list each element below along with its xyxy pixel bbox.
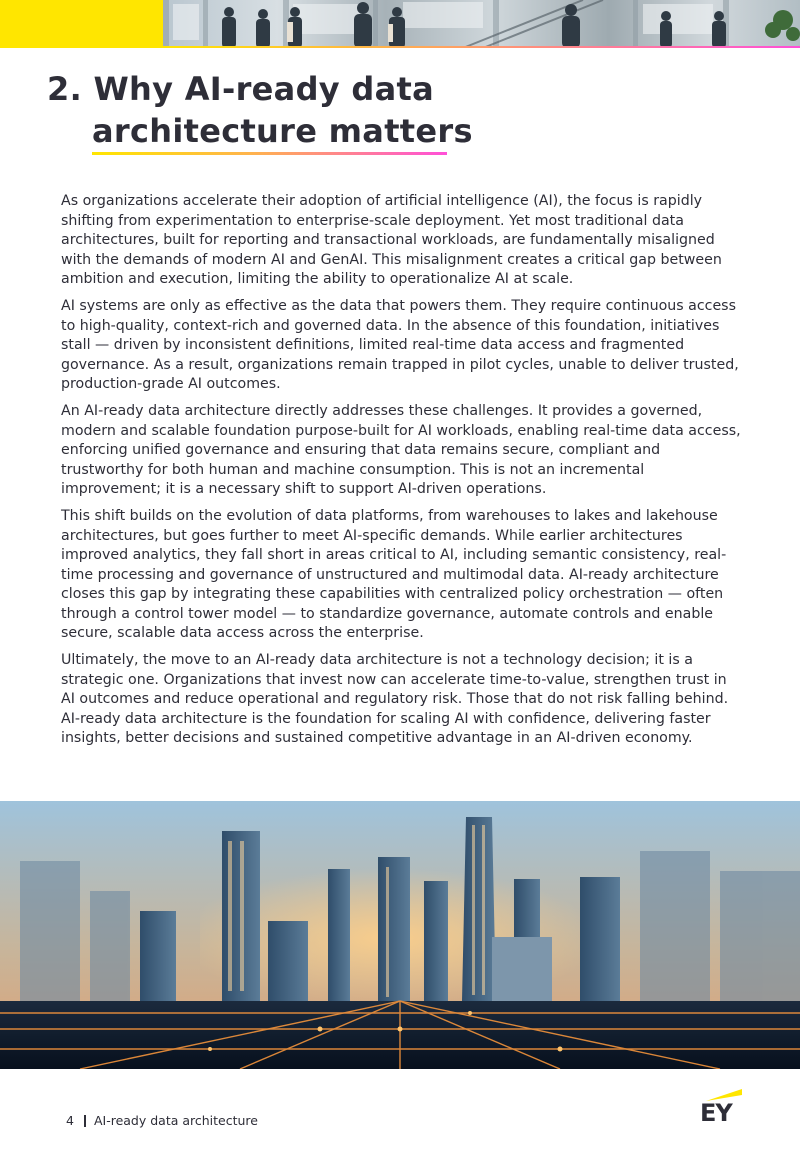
office-people-photo [163, 0, 800, 48]
footer-doc-title: AI-ready data architecture [93, 1113, 258, 1128]
paragraph: AI systems are only as effective as the data that powers them. They require continuous access to high-quality, context-rich and governed data. In the absence of this foundation, initiatives stall — driven by inconsistent definitions, limited real-time data access and fragmented governance. As a result, organizations remain trapped in pilot cycles, unable to deliver trusted, production-grade AI outcomes. [61, 297, 739, 393]
top-banner [0, 0, 800, 48]
paragraph: This shift builds on the evolution of data platforms, from warehouses to lakes and lakehouse architectures, but goes further to meet AI-specific demands. While earlier architectures improved analytics, they fall short in areas critical to AI, including semantic consistency, real-time processing and governance of unstructured and multimodal data. AI-ready architecture closes this gap by integrating these capabilities with centralized policy orchestration — often through a control tower model — to standardize governance, automate controls and enable secure, scalable data access across the enterprise. [61, 507, 727, 642]
ey-logo-text: EY [700, 1099, 732, 1127]
heading-gradient-underline [92, 152, 447, 155]
heading-line-2: architecture matters [92, 112, 473, 150]
section-heading [47, 68, 473, 152]
body-text [61, 192, 743, 756]
city-skyline-illustration [0, 801, 800, 1069]
paragraph: Ultimately, the move to an AI-ready data architecture is not a technology decision; it is a strategic one. Organizations that invest now can accelerate time-to-value, strengthen trust in AI outcomes and reduce operational and regulatory risk. Those that do not risk falling behind. AI-ready data architecture is the foundation for scaling AI with confidence, delivering faster insights, better decisions and sustained competitive advantage in an AI-driven economy. [61, 652, 729, 747]
city-skyline-image [0, 801, 800, 1069]
banner-gradient-line [163, 46, 800, 48]
footer-separator [84, 1115, 86, 1127]
ey-logo [700, 1089, 742, 1129]
page-number: 4 [66, 1113, 74, 1128]
page-footer [66, 1113, 258, 1128]
paragraph: An AI-ready data architecture directly addresses these challenges. It provides a governed, modern and scalable foundation purpose-built for AI workloads, enabling real-time data access, enforcing unified governance and ensuring that data remains secure, compliant and trustworthy for both human and machine consumption. This is not an incremental improvement; it is a necessary shift to support AI-driven operations. [61, 402, 741, 498]
office-photo-illustration [163, 0, 800, 48]
paragraph: As organizations accelerate their adoption of artificial intelligence (AI), the focus is rapidly shifting from experimentation to enterprise-scale deployment. Yet most traditional data architectures, built for reporting and transactional workloads, are fundamentally misaligned with the demands of modern AI and GenAI. This misalignment creates a critical gap between ambition and execution, limiting the ability to operationalize AI at scale. [61, 193, 722, 288]
heading-line-1: 2. Why AI-ready data [47, 70, 434, 108]
yellow-brand-block [0, 0, 163, 48]
